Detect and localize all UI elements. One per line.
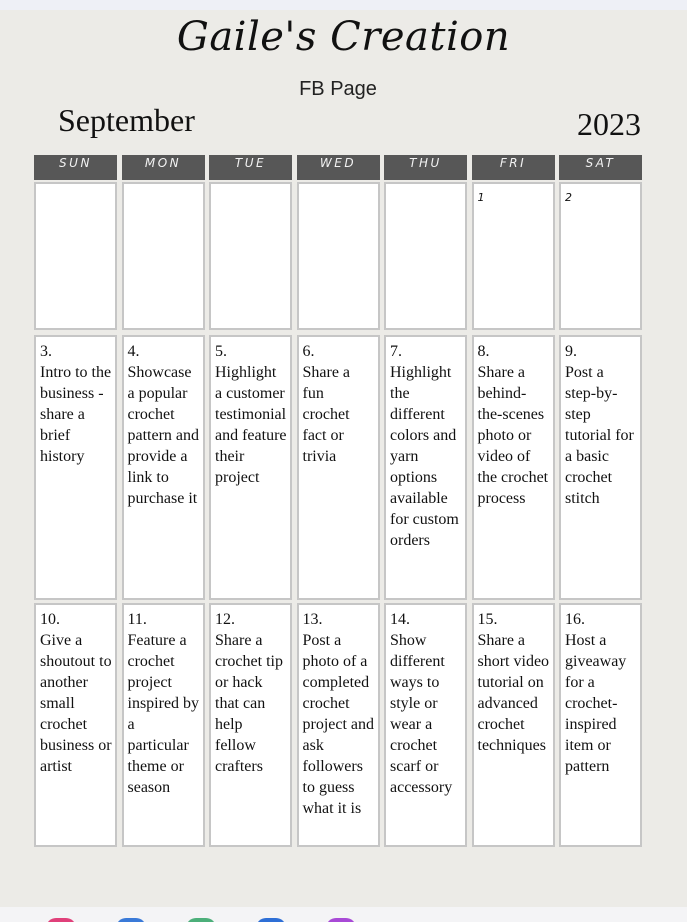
day-number: 16. — [565, 611, 585, 628]
day-note: Share a short video tutorial on advanced crochet techniques — [477, 632, 550, 754]
day-cell-13 — [297, 603, 380, 847]
day-number: 3. — [40, 343, 52, 360]
day-note: Share a fun crochet fact or trivia — [302, 364, 351, 465]
month-label: September — [58, 102, 195, 138]
weekday-thu: THU — [384, 155, 467, 180]
day-cell-empty — [209, 182, 292, 330]
day-number: 6. — [302, 343, 315, 360]
calendar-grid — [34, 155, 642, 180]
day-cell-12 — [209, 603, 292, 847]
day-number: 1 — [477, 191, 485, 204]
day-cell-1 — [472, 182, 555, 330]
day-cell-empty — [34, 182, 117, 330]
week-2-row — [34, 335, 642, 600]
day-note: Intro to the business - share a brief history — [40, 364, 112, 465]
weekday-sun: SUN — [34, 155, 117, 180]
day-cell-10 — [34, 603, 117, 847]
day-cell-6 — [297, 335, 380, 600]
day-note: Show different ways to style or wear a crochet scarf or accessory — [390, 632, 453, 796]
top-strip — [0, 0, 687, 10]
day-cell-9 — [559, 335, 642, 600]
day-note: Give a shoutout to another small crochet business or artist — [40, 632, 112, 775]
week-3-row — [34, 603, 642, 847]
day-cell-7 — [384, 335, 467, 600]
day-note: Post a step-by-step tutorial for a basic crochet stitch — [565, 364, 634, 507]
day-note: Share a behind-the-scenes photo or video of the crochet process — [477, 364, 549, 507]
day-number: 13. — [302, 611, 323, 628]
day-note: Highlight a customer testimonial and feature their project — [215, 364, 287, 486]
day-number: 8. — [477, 343, 490, 360]
day-cell-11 — [122, 603, 205, 847]
day-cell-empty — [384, 182, 467, 330]
day-note: Showcase a popular crochet pattern and provide a link to purchase it — [127, 364, 200, 507]
day-cell-4 — [122, 335, 205, 600]
day-cell-2 — [559, 182, 642, 330]
day-number: 11. — [127, 611, 147, 628]
day-cell-16 — [559, 603, 642, 847]
weekday-mon: MON — [122, 155, 205, 180]
day-number: 10. — [40, 611, 60, 628]
year-label: 2023 — [577, 106, 641, 142]
day-cell-3 — [34, 335, 117, 600]
day-number: 5. — [215, 343, 227, 360]
day-cell-15 — [472, 603, 555, 847]
weekday-fri: FRI — [472, 155, 555, 180]
day-number: 4. — [127, 343, 140, 360]
day-note: Host a giveaway for a crochet-inspired item or pattern — [565, 632, 627, 775]
day-cell-5 — [209, 335, 292, 600]
day-number: 7. — [390, 343, 402, 360]
day-note: Share a crochet tip or hack that can help fellow crafters — [215, 632, 283, 775]
day-note: Highlight the different colors and yarn options available for custom orders — [390, 364, 459, 549]
day-cell-empty — [122, 182, 205, 330]
day-number: 15. — [477, 611, 498, 628]
day-number: 2 — [565, 191, 572, 204]
day-number: 12. — [215, 611, 235, 628]
page-subtitle: FB Page — [299, 78, 377, 100]
day-number: 9. — [565, 343, 577, 360]
brand-title: Gaile's Creation — [176, 14, 511, 60]
week-1-row — [34, 181, 642, 330]
day-cell-empty — [297, 182, 380, 330]
day-note: Post a photo of a completed crochet project and ask followers to guess what it is — [302, 632, 375, 817]
day-cell-14 — [384, 603, 467, 847]
weekday-tue: TUE — [209, 155, 292, 180]
day-cell-8 — [472, 335, 555, 600]
weekday-sat: SAT — [559, 155, 642, 180]
day-number: 14. — [390, 611, 410, 628]
weekday-wed: WED — [297, 155, 380, 180]
day-note: Feature a crochet project inspired by a particular theme or season — [127, 632, 200, 796]
